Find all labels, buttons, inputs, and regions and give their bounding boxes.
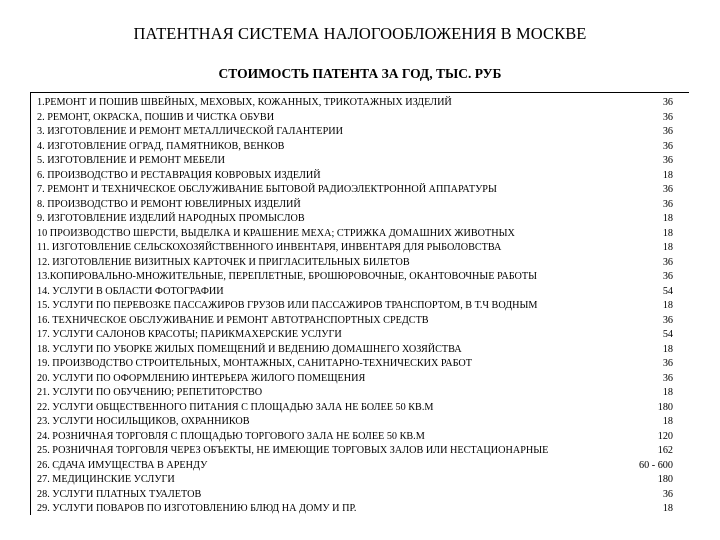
activity-label: 3. ИЗГОТОВЛЕНИЕ И РЕМОНТ МЕТАЛЛИЧЕСКОЙ ГАЛАНТЕРИИ [37, 126, 343, 137]
table-row [37, 357, 685, 371]
activity-label: 7. РЕМОНТ И ТЕХНИЧЕСКОЕ ОБСЛУЖИВАНИЕ БЫТОВОЙ РАДИОЭЛЕКТРОННОЙ АППАРАТУРЫ [37, 184, 497, 195]
activity-label: 21. УСЛУГИ ПО ОБУЧЕНИЮ; РЕПЕТИТОРСТВО [37, 387, 263, 398]
activity-label: 1.РЕМОНТ И ПОШИВ ШВЕЙНЫХ, МЕХОВЫХ, КОЖАННЫХ, ТРИКОТАЖНЫХ ИЗДЕЛИЙ [37, 97, 452, 108]
patent-cost-value: 36 [662, 488, 673, 500]
patent-cost-value: 36 [662, 358, 673, 369]
patent-cost-value: 18 [662, 242, 673, 253]
table-subtitle: СТОИМОСТЬ ПАТЕНТА ЗА ГОД, ТЫС. РУБ [218, 66, 502, 81]
patent-cost-value: 18 [662, 387, 673, 398]
patent-cost-value: 36 [662, 198, 673, 210]
patent-cost-value: 18 [662, 503, 673, 514]
table-row [37, 256, 685, 270]
table-row [37, 154, 685, 168]
patent-cost-value: 18 [662, 213, 673, 224]
table-row [37, 227, 685, 241]
patent-cost-value: 180 [657, 474, 673, 485]
patent-cost-value: 36 [662, 184, 673, 195]
patent-cost-value: 36 [662, 155, 673, 166]
activity-label: 26. СДАЧА ИМУЩЕСТВА В АРЕНДУ [37, 459, 208, 471]
activity-label: 20. УСЛУГИ ПО ОФОРМЛЕНИЮ ИНТЕРЬЕРА ЖИЛОГО ПОМЕЩЕНИЯ [37, 372, 366, 384]
table-row [37, 401, 685, 415]
activity-label: 2. РЕМОНТ, ОКРАСКА, ПОШИВ И ЧИСТКА ОБУВИ [37, 111, 275, 123]
table-row [37, 502, 685, 516]
table-row [37, 430, 685, 444]
activity-label: 28. УСЛУГИ ПЛАТНЫХ ТУАЛЕТОВ [37, 488, 202, 500]
activity-label: 29. УСЛУГИ ПОВАРОВ ПО ИЗГОТОВЛЕНИЮ БЛЮД НА ДОМУ И ПР. [37, 503, 357, 514]
activity-label: 19. ПРОИЗВОДСТВО СТРОИТЕЛЬНЫХ, МОНТАЖНЫХ, САНИТАРНО-ТЕХНИЧЕСКИХ РАБОТ [37, 358, 472, 369]
patent-cost-value: 120 [657, 430, 673, 442]
patent-cost-value: 18 [662, 227, 673, 239]
patent-cost-value: 36 [662, 256, 673, 268]
activity-label: 17. УСЛУГИ САЛОНОВ КРАСОТЫ; ПАРИКМАХЕРСКИЕ УСЛУГИ [37, 329, 342, 340]
patent-cost-table [30, 92, 689, 515]
activity-label: 13.КОПИРОВАЛЬНО-МНОЖИТЕЛЬНЫЕ, ПЕРЕПЛЕТНЫЕ, БРОШЮРОВОЧНЫЕ, ОКАНТОВОЧНЫЕ РАБОТЫ [37, 271, 538, 282]
activity-label: 15. УСЛУГИ ПО ПЕРЕВОЗКЕ ПАССАЖИРОВ ГРУЗОВ ИЛИ ПАССАЖИРОВ ТРАНСПОРТОМ, В Т.Ч ВОДНЫМ [37, 300, 538, 311]
table-row [37, 140, 685, 154]
table-row [37, 183, 685, 197]
activity-label: 10 ПРОИЗВОДСТВО ШЕРСТИ, ВЫДЕЛКА И КРАШЕНИЕ МЕХА; СТРИЖКА ДОМАШНИХ ЖИВОТНЫХ [37, 227, 515, 239]
page-title: ПАТЕНТНАЯ СИСТЕМА НАЛОГООБЛОЖЕНИЯ В МОСКВЕ [133, 24, 587, 43]
activity-label: 24. РОЗНИЧНАЯ ТОРГОВЛЯ С ПЛОЩАДЬЮ ТОРГОВОГО ЗАЛА НЕ БОЛЕЕ 50 КВ.М [37, 430, 425, 442]
table-row [37, 241, 685, 255]
activity-label: 25. РОЗНИЧНАЯ ТОРГОВЛЯ ЧЕРЕЗ ОБЪЕКТЫ, НЕ ИМЕЮЩИЕ ТОРГОВЫХ ЗАЛОВ ИЛИ НЕСТАЦИОНАРНЫЕ [37, 445, 549, 456]
table-row [37, 285, 685, 299]
activity-label: 11. ИЗГОТОВЛЕНИЕ СЕЛЬСКОХОЗЯЙСТВЕННОГО ИНВЕНТАРЯ, ИНВЕНТАРЯ ДЛЯ РЫБОЛОВСТВА [37, 242, 502, 253]
activity-label: 18. УСЛУГИ ПО УБОРКЕ ЖИЛЫХ ПОМЕЩЕНИЙ И ВЕДЕНИЮ ДОМАШНЕГО ХОЗЯЙСТВА [37, 343, 462, 355]
table-row [37, 96, 685, 110]
table-row [37, 488, 685, 502]
table-row [37, 444, 685, 458]
patent-cost-value: 36 [662, 372, 673, 384]
table-row [37, 212, 685, 226]
activity-label: 23. УСЛУГИ НОСИЛЬЩИКОВ, ОХРАННИКОВ [37, 416, 250, 427]
table-row [37, 270, 685, 284]
patent-cost-value: 36 [662, 140, 673, 152]
activity-label: 8. ПРОИЗВОДСТВО И РЕМОНТ ЮВЕЛИРНЫХ ИЗДЕЛИЙ [37, 198, 301, 210]
activity-label: 14. УСЛУГИ В ОБЛАСТИ ФОТОГРАФИИ [37, 285, 224, 297]
patent-cost-value: 180 [657, 401, 673, 413]
activity-label: 22. УСЛУГИ ОБЩЕСТВЕННОГО ПИТАНИЯ С ПЛОЩАДЬЮ ЗАЛА НЕ БОЛЕЕ 50 КВ.М [37, 401, 434, 413]
table-row [37, 314, 685, 328]
table-row [37, 111, 685, 125]
patent-cost-value: 18 [662, 300, 673, 311]
patent-cost-value: 36 [662, 314, 673, 326]
table-row [37, 299, 685, 313]
patent-cost-value: 36 [662, 97, 673, 108]
patent-cost-value: 36 [662, 271, 673, 282]
activity-label: 27. МЕДИЦИНСКИЕ УСЛУГИ [37, 474, 175, 485]
activity-label: 4. ИЗГОТОВЛЕНИЕ ОГРАД, ПАМЯТНИКОВ, ВЕНКОВ [37, 140, 285, 152]
patent-cost-value: 36 [662, 111, 673, 123]
table-row [37, 372, 685, 386]
table-row [37, 169, 685, 183]
patent-cost-value: 36 [662, 126, 673, 137]
patent-cost-value: 54 [662, 329, 673, 340]
table-row [37, 386, 685, 400]
patent-cost-value: 60 - 600 [639, 459, 673, 471]
table-row [37, 328, 685, 342]
table-row [37, 473, 685, 487]
patent-cost-value: 18 [662, 343, 673, 355]
patent-cost-value: 18 [662, 416, 673, 427]
activity-label: 9. ИЗГОТОВЛЕНИЕ ИЗДЕЛИЙ НАРОДНЫХ ПРОМЫСЛОВ [37, 213, 305, 224]
table-row [37, 343, 685, 357]
patent-cost-value: 54 [662, 285, 673, 297]
table-row [37, 198, 685, 212]
activity-label: 16. ТЕХНИЧЕСКОЕ ОБСЛУЖИВАНИЕ И РЕМОНТ АВТОТРАНСПОРТНЫХ СРЕДСТВ [37, 314, 429, 326]
table-row [37, 459, 685, 473]
patent-cost-value: 18 [662, 169, 673, 181]
activity-label: 6. ПРОИЗВОДСТВО И РЕСТАВРАЦИЯ КОВРОВЫХ ИЗДЕЛИЙ [37, 169, 321, 181]
activity-label: 5. ИЗГОТОВЛЕНИЕ И РЕМОНТ МЕБЕЛИ [37, 155, 225, 166]
table-row [37, 415, 685, 429]
table-row [37, 125, 685, 139]
patent-cost-value: 162 [657, 445, 673, 456]
activity-label: 12. ИЗГОТОВЛЕНИЕ ВИЗИТНЫХ КАРТОЧЕК И ПРИГЛАСИТЕЛЬНЫХ БИЛЕТОВ [37, 256, 410, 268]
